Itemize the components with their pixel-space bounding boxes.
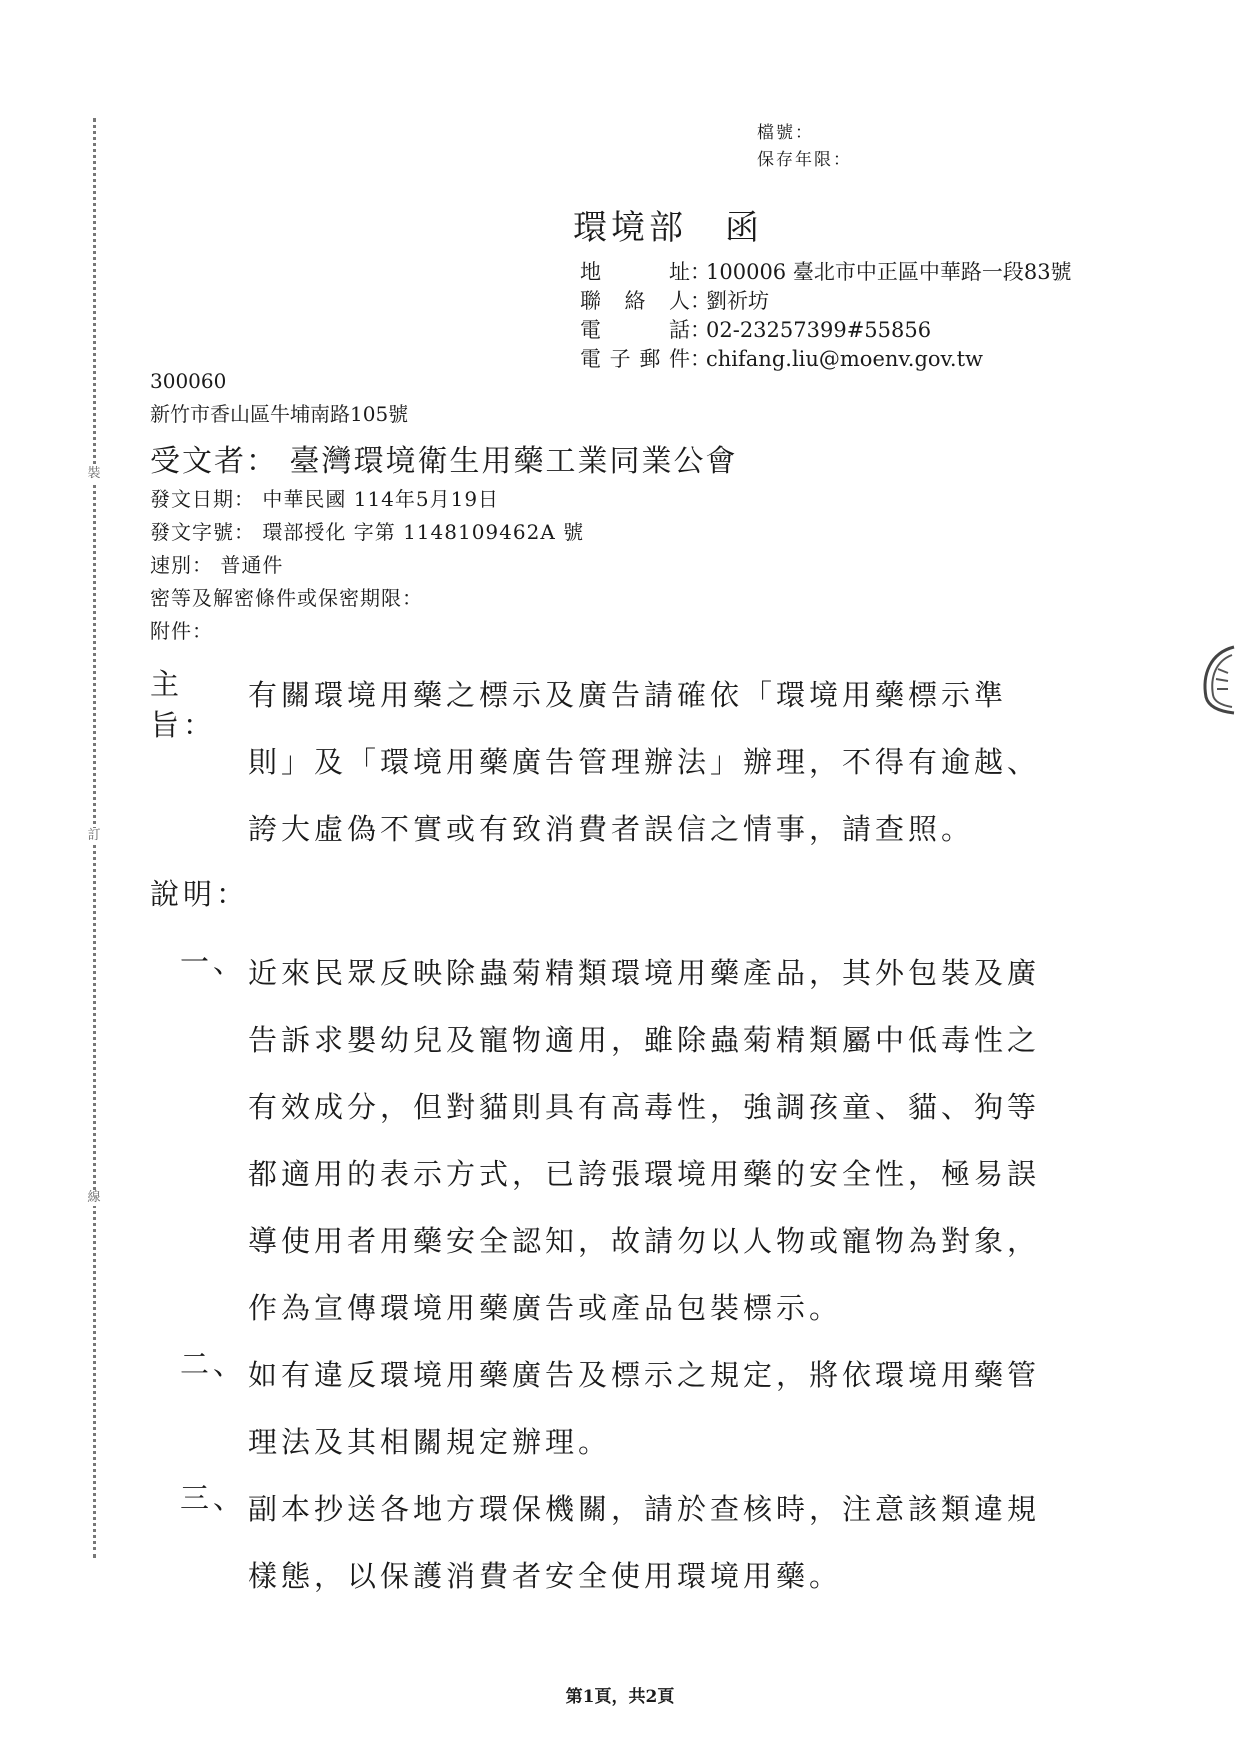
item-text: [248, 1342, 1040, 1476]
sender-contact: 劉祈坊: [706, 289, 769, 313]
binding-mark-zhuang: 裝: [87, 466, 101, 481]
speed-classification: 速別： 普通件: [150, 553, 284, 577]
file-number-label: 檔號：: [757, 123, 814, 143]
subject-label: 主旨：: [150, 667, 217, 742]
sender-email-label: 電子郵件: [580, 347, 690, 371]
item-line: 告訴求嬰幼兒及寵物適用，雖除蟲菊精類屬中低毒性之: [248, 1023, 1041, 1057]
separator: ：: [690, 318, 711, 342]
item-line: 有效成分，但對貓則具有高毒性，強調孩童、貓、狗等: [248, 1090, 1041, 1124]
item-line: 近來民眾反映除蟲菊精類環境用藥產品，其外包裝及廣: [248, 956, 1041, 990]
item-line: 副本抄送各地方環保機關，請於查核時，注意該類違規: [248, 1492, 1041, 1526]
receiver-address: 新竹市香山區牛埔南路105號: [150, 402, 409, 426]
sender-email-row: [580, 343, 983, 373]
attachment-line: 附件：: [150, 619, 213, 643]
recipient-line: 受文者： 臺灣環境衛生用藥工業同業公會: [150, 444, 738, 479]
item-line: 作為宣傳環境用藥廣告或產品包裝標示。: [248, 1291, 843, 1325]
item-line: 樣態，以保護消費者安全使用環境用藥。: [248, 1559, 843, 1593]
subject-line: 有關環境用藥之標示及廣告請確依「環境用藥標示準: [248, 678, 1008, 712]
issue-date: 發文日期： 中華民國 114年5月19日: [150, 487, 500, 511]
item-number: 一、: [180, 945, 247, 979]
subject-text: [248, 662, 1040, 863]
receiver-postal-code: 300060: [150, 369, 227, 393]
item-number: 三、: [180, 1481, 247, 1515]
document-number: 發文字號： 環部授化 字第 1148109462A 號: [150, 520, 585, 544]
sender-address-row: [580, 256, 1072, 286]
item-line: 如有違反環境用藥廣告及標示之規定，將依環境用藥管: [248, 1358, 1041, 1392]
sender-contact-row: [580, 285, 769, 315]
sender-phone-row: [580, 314, 931, 344]
item-line: 都適用的表示方式，已誇張環境用藥的安全性，極易誤: [248, 1157, 1041, 1191]
item-number: 二、: [180, 1347, 247, 1381]
subject-line: 則」及「環境用藥廣告管理辦法」辦理，不得有逾越、: [248, 745, 1041, 779]
page-number: 第1頁，共2頁: [565, 1687, 675, 1707]
binding-mark-xian: 線: [87, 1190, 101, 1205]
item-line: 理法及其相關規定辦理。: [248, 1425, 612, 1459]
separator: ：: [690, 289, 711, 313]
item-text: [248, 940, 1040, 1342]
item-line: 導使用者用藥安全認知，故請勿以人物或寵物為對象，: [248, 1224, 1041, 1258]
sender-phone-label: 電話: [580, 318, 690, 342]
sender-contact-label: 聯絡人: [580, 289, 690, 313]
binding-mark-ding: 訂: [87, 828, 101, 843]
sender-address: 100006 臺北市中正區中華路一段83號: [706, 260, 1072, 284]
separator: ：: [690, 260, 711, 284]
item-text: [248, 1476, 1040, 1610]
sender-email: chifang.liu@moenv.gov.tw: [706, 347, 983, 371]
subject-line: 誇大虛偽不實或有致消費者誤信之情事，請查照。: [248, 812, 975, 846]
sender-address-label: 地址: [580, 260, 690, 284]
security-classification: 密等及解密條件或保密期限：: [150, 586, 423, 610]
retention-period-label: 保存年限：: [757, 150, 852, 170]
seal-stamp-edge-icon: [1196, 645, 1236, 715]
document-title: 環境部 函: [573, 208, 763, 248]
explanation-label: 說明：: [150, 877, 250, 911]
separator: ：: [690, 347, 711, 371]
sender-phone: 02-23257399#55856: [706, 318, 932, 342]
